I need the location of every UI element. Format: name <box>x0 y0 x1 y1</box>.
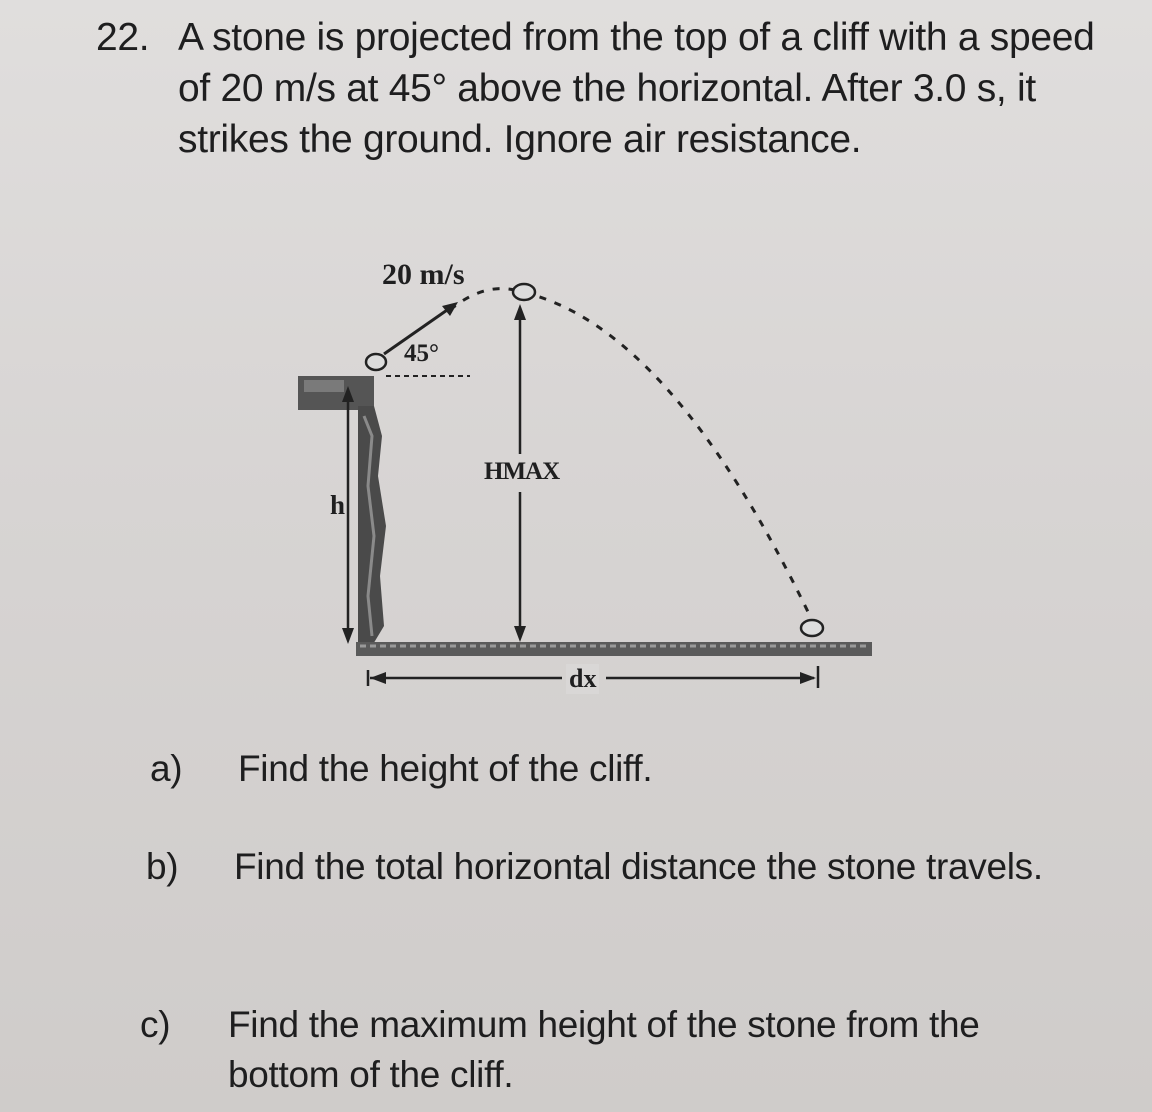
dx-arrow-left <box>370 672 386 684</box>
ground <box>356 642 872 656</box>
hmax-arrow-bottom <box>514 626 526 642</box>
projectile-diagram <box>290 236 890 696</box>
hmax-arrow-top <box>514 304 526 320</box>
stone-landing-icon <box>801 620 823 636</box>
question-letter: c) <box>140 1004 171 1045</box>
question-a <box>150 744 1110 804</box>
angle-label: 45° <box>404 340 439 367</box>
question-text: Find the maximum height of the stone from the bottom of the cliff. <box>228 1004 980 1095</box>
question-text: Find the total horizontal distance the stone travels. <box>234 846 1043 887</box>
question-letter: b) <box>146 846 179 887</box>
h-arrow-bottom <box>342 628 354 644</box>
dx-arrow-right <box>800 672 816 684</box>
height-label: h <box>330 490 346 520</box>
question-letter: a) <box>150 748 183 789</box>
cliff-top-texture <box>304 380 344 392</box>
trajectory-path <box>450 289 810 616</box>
problem-number: 22. <box>96 16 150 59</box>
diagram-drawing <box>290 236 890 696</box>
speed-label: 20 m/s <box>382 258 465 291</box>
question-b <box>146 842 1106 952</box>
distance-label: dx <box>566 664 599 694</box>
question-c <box>140 1000 1100 1110</box>
question-text: Find the height of the cliff. <box>238 748 653 789</box>
stone-apex-icon <box>513 284 535 300</box>
problem-text: A stone is projected from the top of a cliff with a speed of 20 m/s at 45° above the horizontal. After 3.0 s, it strikes the ground. Ignore air resistance. <box>178 16 1095 161</box>
stone-start-icon <box>366 354 386 370</box>
max-height-label: HMAX <box>484 458 560 485</box>
